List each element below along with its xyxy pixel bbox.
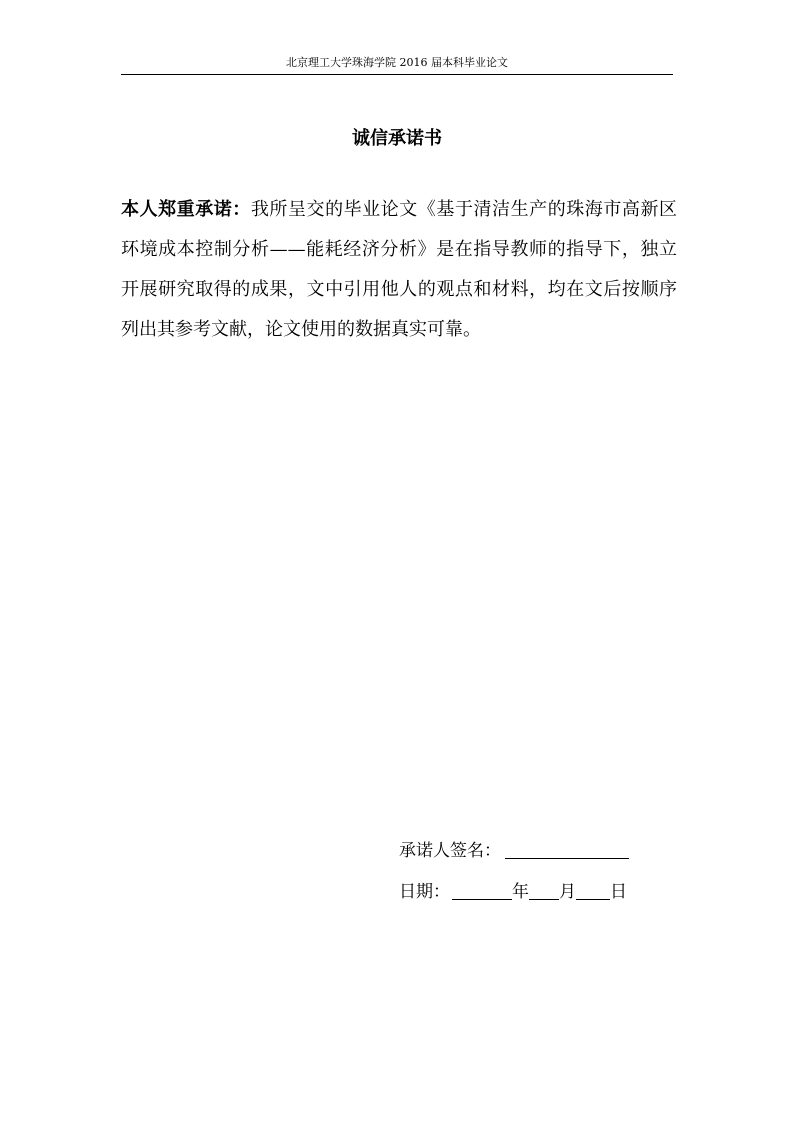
year-blank xyxy=(452,879,512,900)
pledge-paragraph xyxy=(121,190,677,350)
year-label: 年 xyxy=(512,882,529,902)
signature-row xyxy=(399,838,629,864)
header-rule xyxy=(121,74,673,75)
day-label: 日 xyxy=(610,882,627,902)
page-header: 北京理工大学珠海学院 2016 届本科毕业论文 xyxy=(286,56,508,69)
month-label: 月 xyxy=(559,882,576,902)
signature-label: 承诺人签名： xyxy=(399,841,501,861)
pledge-lead: 本人郑重承诺： xyxy=(121,199,251,220)
month-blank xyxy=(529,879,559,900)
date-label: 日期： xyxy=(399,882,450,902)
signature-blank xyxy=(505,838,629,859)
page-title: 诚信承诺书 xyxy=(352,128,442,149)
date-row xyxy=(399,879,627,905)
pledge-text: 我所呈交的毕业论文《基于清洁生产的珠海市高新区环境成本控制分析——能耗经济分析》是在指导教师的指导下，独立开展研究取得的成果，文中引用他人的观点和材料，均在文后按顺序列出其参考文献，论文使用的数据真实可靠。 xyxy=(121,199,678,340)
day-blank xyxy=(576,879,610,900)
